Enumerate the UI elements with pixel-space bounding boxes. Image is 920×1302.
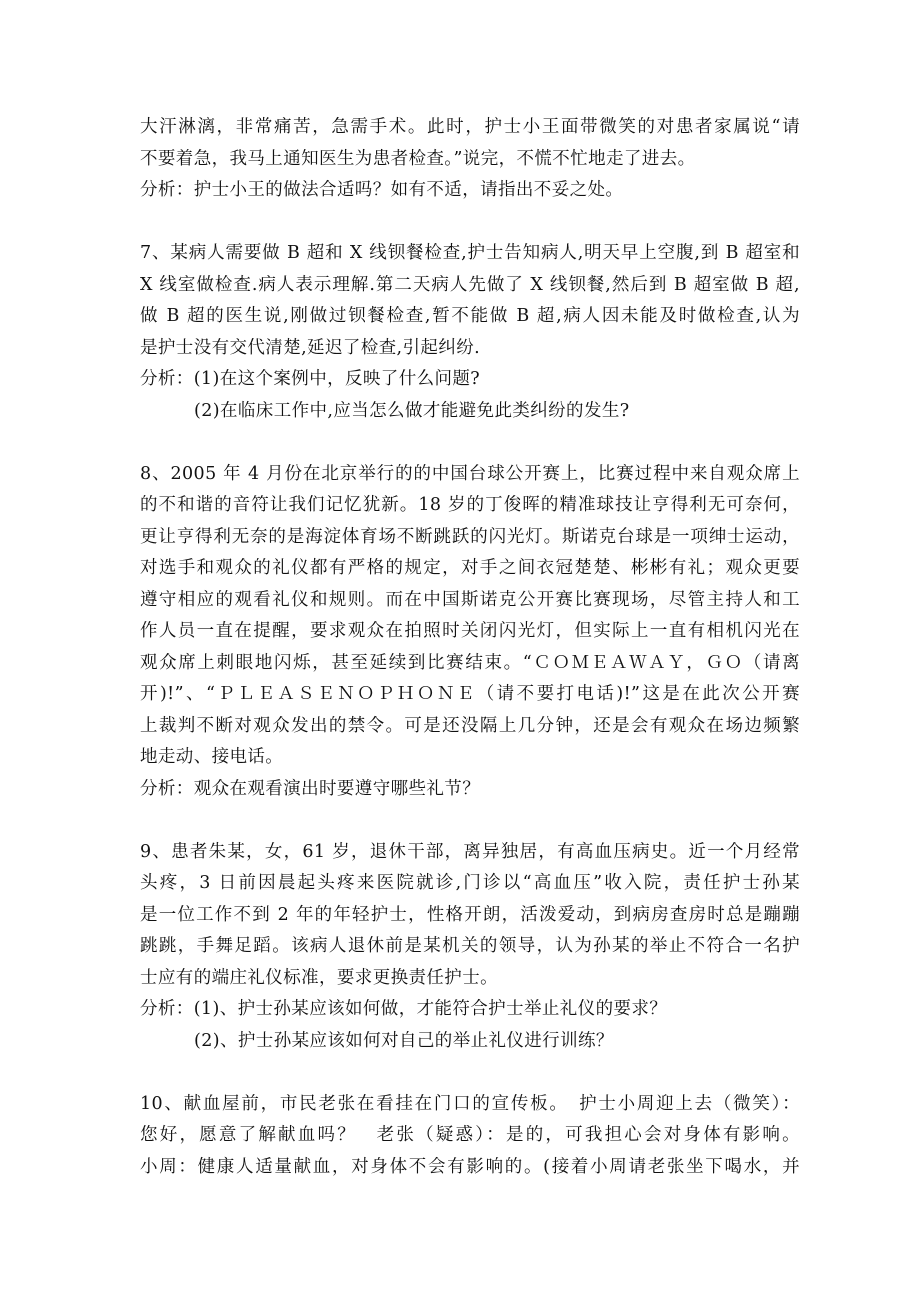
text-line: 的不和谐的音符让我们记忆犹新。18 岁的丁俊晖的精准球技让亨得利无可奈何， (140, 495, 800, 515)
text-line: 小周：健康人适量献血，对身体不会有影响的。(接着小周请老张坐下喝水，并 (140, 1156, 800, 1177)
analysis-question: 分析：护士小王的做法合适吗？如有不适，请指出不妥之处。 (140, 180, 624, 200)
text-line: 9、患者朱某，女，61 岁，退休干部，离异独居，有高血压病史。近一个月经常 (140, 841, 800, 862)
case-10 (140, 1089, 800, 1184)
analysis-question: 分析：(1)、护士孙某应该如何做，才能符合护士举止礼仪的要求？ (140, 999, 668, 1019)
text-line: 对选手和观众的礼仪都有严格的规定，对手之间衣冠楚楚、彬彬有礼；观众更要 (140, 558, 800, 578)
analysis-question: 分析：观众在观看演出时要遵守哪些礼节？ (140, 778, 481, 799)
text-line: 观众席上刺眼地闪烁，甚至延续到比赛结束。“ＣＯＭＥＡＷＡＹ，ＧＯ（请离 (140, 652, 800, 673)
text-line: 作人员一直在提醒，要求观众在拍照时关闭闪光灯，但实际上一直有相机闪光在 (140, 621, 800, 641)
text-line: 头疼，3 日前因晨起头疼来医院就诊,门诊以“高血压”收入院，责任护士孙某 (140, 873, 800, 893)
paragraph-gap (140, 427, 800, 459)
text-line: 士应有的端庄礼仪标准，要求更换责任护士。 (140, 967, 498, 988)
text-line: 地走动、接电话。 (140, 747, 284, 767)
text-line: 8、2005 年 4 月份在北京举行的的中国台球公开赛上，比赛过程中来自观众席上 (140, 463, 800, 484)
case-6-tail (140, 112, 800, 207)
paragraph-gap (140, 805, 800, 837)
text-line: 是护士没有交代清楚,延迟了检查,引起纠纷. (140, 337, 481, 358)
analysis-question: 分析：(1)在这个案例中，反映了什么问题? (140, 369, 481, 389)
analysis-question: (2)、护士孙某应该如何对自己的举止礼仪进行训练？ (194, 1030, 614, 1051)
text-line: 您好，愿意了解献血吗？ 老张（疑惑）：是的，可我担心会对身体有影响。 (140, 1125, 800, 1145)
analysis-question: (2)在临床工作中,应当怎么做才能避免此类纠纷的发生? (194, 400, 630, 421)
text-line: 更让亨得利无奈的是海淀体育场不断跳跃的闪光灯。斯诺克台球是一项绅士运动， (140, 526, 800, 547)
text-line: 开)!”、“ＰＬＥＡＳＥＮＯＰＨＯＮＥ（请不要打电话)!”这是在此次公开赛 (140, 684, 800, 704)
case-7 (140, 238, 800, 427)
text-line: 上裁判不断对观众发出的禁令。可是还没隔上几分钟，还是会有观众在场边频繁 (140, 715, 800, 736)
paragraph-gap (140, 1057, 800, 1089)
document-page (140, 112, 800, 1183)
text-line: 跳跳，手舞足蹈。该病人退休前是某机关的领导，认为孙某的举止不符合一名护 (140, 936, 800, 956)
text-line: 遵守相应的观看礼仪和规则。而在中国斯诺克公开赛比赛现场，尽管主持人和工 (140, 589, 800, 610)
text-line: X 线室做检查.病人表示理解.第二天病人先做了 X 线钡餐,然后到 B 超室做 B 超, (140, 274, 800, 295)
text-line: 是一位工作不到 2 年的年轻护士，性格开朗，活泼爱动，到病房查房时总是蹦蹦 (140, 904, 800, 925)
text-line: 7、某病人需要做 B 超和 X 线钡餐检查,护士告知病人,明天早上空腹,到 B 超室和 (140, 243, 800, 263)
text-line: 不要着急，我马上通知医生为患者检查。”说完，不慌不忙地走了进去。 (140, 148, 696, 169)
text-line: 做 B 超的医生说,刚做过钡餐检查,暂不能做 B 超,病人因未能及时做检查,认为 (140, 306, 800, 326)
paragraph-gap (140, 207, 800, 239)
text-line: 10、献血屋前，市民老张在看挂在门口的宣传板。 护士小周迎上去（微笑）： (140, 1093, 800, 1114)
case-8 (140, 459, 800, 806)
case-9 (140, 837, 800, 1058)
text-line: 大汗淋漓，非常痛苦，急需手术。此时，护士小王面带微笑的对患者家属说“请 (140, 117, 800, 137)
